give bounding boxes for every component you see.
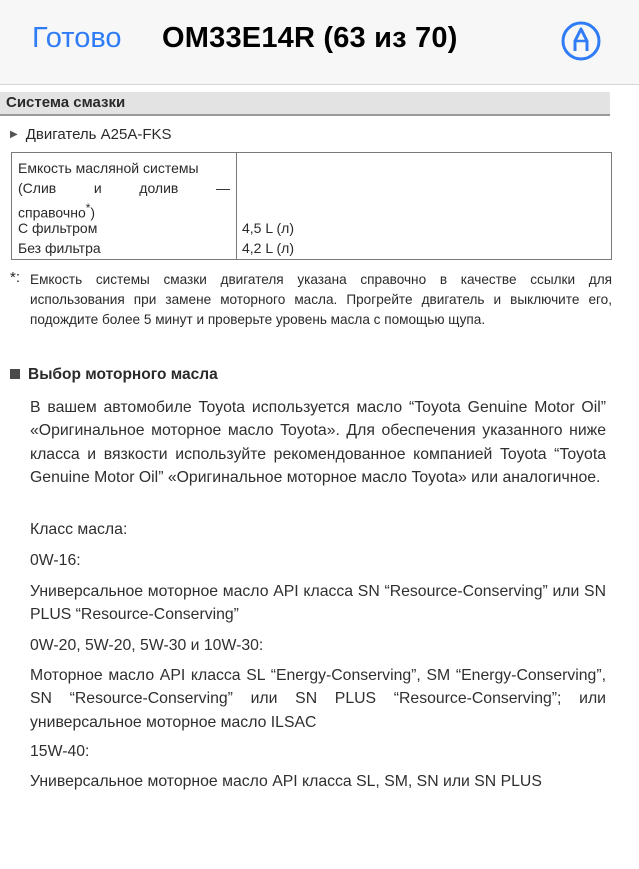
document-title: OM33E14R (63 из 70) (162, 22, 458, 54)
grade-description: Моторное масло API класса SL “Energy-Conserving”, SM “Energy-Conserving”, SN “Resource-Conserving” или SN PLUS “Resource-Conserving”; или универсальное моторное масло ILSAC (30, 667, 606, 731)
table-column-divider (236, 153, 237, 259)
row-label-without-filter: Без фильтра (18, 240, 101, 256)
caption-word: и (93, 180, 102, 196)
footnote-marker: * (85, 201, 91, 215)
footnote-mark: *: (10, 269, 21, 286)
caption-word: (Слив (18, 180, 57, 196)
done-button[interactable]: Готово (32, 22, 122, 54)
document-page (0, 86, 639, 869)
top-navigation-bar (0, 0, 639, 85)
triangle-bullet-icon: ▶ (10, 129, 18, 140)
grade-description: Универсальное моторное масло API класса SN “Resource-Conserving” или SN PLUS “Resource-Conserving” (30, 583, 606, 624)
oil-capacity-table (11, 152, 612, 260)
section-header (0, 92, 610, 116)
row-label-with-filter: С фильтром (18, 220, 98, 236)
engine-label-row (10, 126, 172, 143)
row-value-with-filter: 4,5 L (л) (242, 220, 295, 236)
row-value-without-filter: 4,2 L (л) (242, 240, 295, 256)
footnote-text: Емкость системы смазки двигателя указана справочно в качестве ссылки для использования при замене моторного масла. Прогрейте двигатель и выключите его, подождите более 5 минут и проверьте уровень масла с помощью щупа. (30, 272, 612, 327)
oil-selection-heading (10, 366, 218, 384)
grade-label: 0W-16: (30, 552, 81, 569)
caption-close: ) (90, 204, 96, 221)
grade-label: 15W-40: (30, 743, 90, 760)
oil-intro-paragraph: В вашем автомобиле Toyota используется масло “Toyota Genuine Motor Oil” «Оригинальное моторное масло Toyota». Для обеспечения указанного ниже класса и вязкости используйте рекомендованное компанией Toyota “Toyota Genuine Motor Oil” «Оригинальное моторное масло Toyota» или аналогичное. (30, 399, 606, 487)
grade-description: Универсальное моторное масло API класса SL, SM, SN или SN PLUS (30, 773, 542, 790)
square-bullet-icon (10, 369, 20, 379)
markup-button[interactable] (560, 20, 602, 62)
caption-word: — (215, 180, 230, 196)
oil-class-label: Класс масла: (30, 521, 128, 538)
footnote (10, 270, 612, 330)
oil-selection-heading-text: Выбор моторного масла (28, 366, 218, 383)
caption-text: справочно (18, 204, 86, 221)
table-caption-line-1: Емкость масляной системы (18, 160, 199, 176)
section-header-title: Система смазки (6, 94, 126, 111)
pen-markup-icon (560, 20, 602, 62)
caption-word: долив (139, 180, 179, 196)
table-caption-line-2 (18, 178, 230, 198)
engine-label: Двигатель A25A-FKS (25, 126, 172, 143)
grade-label: 0W-20, 5W-20, 5W-30 и 10W-30: (30, 637, 264, 654)
